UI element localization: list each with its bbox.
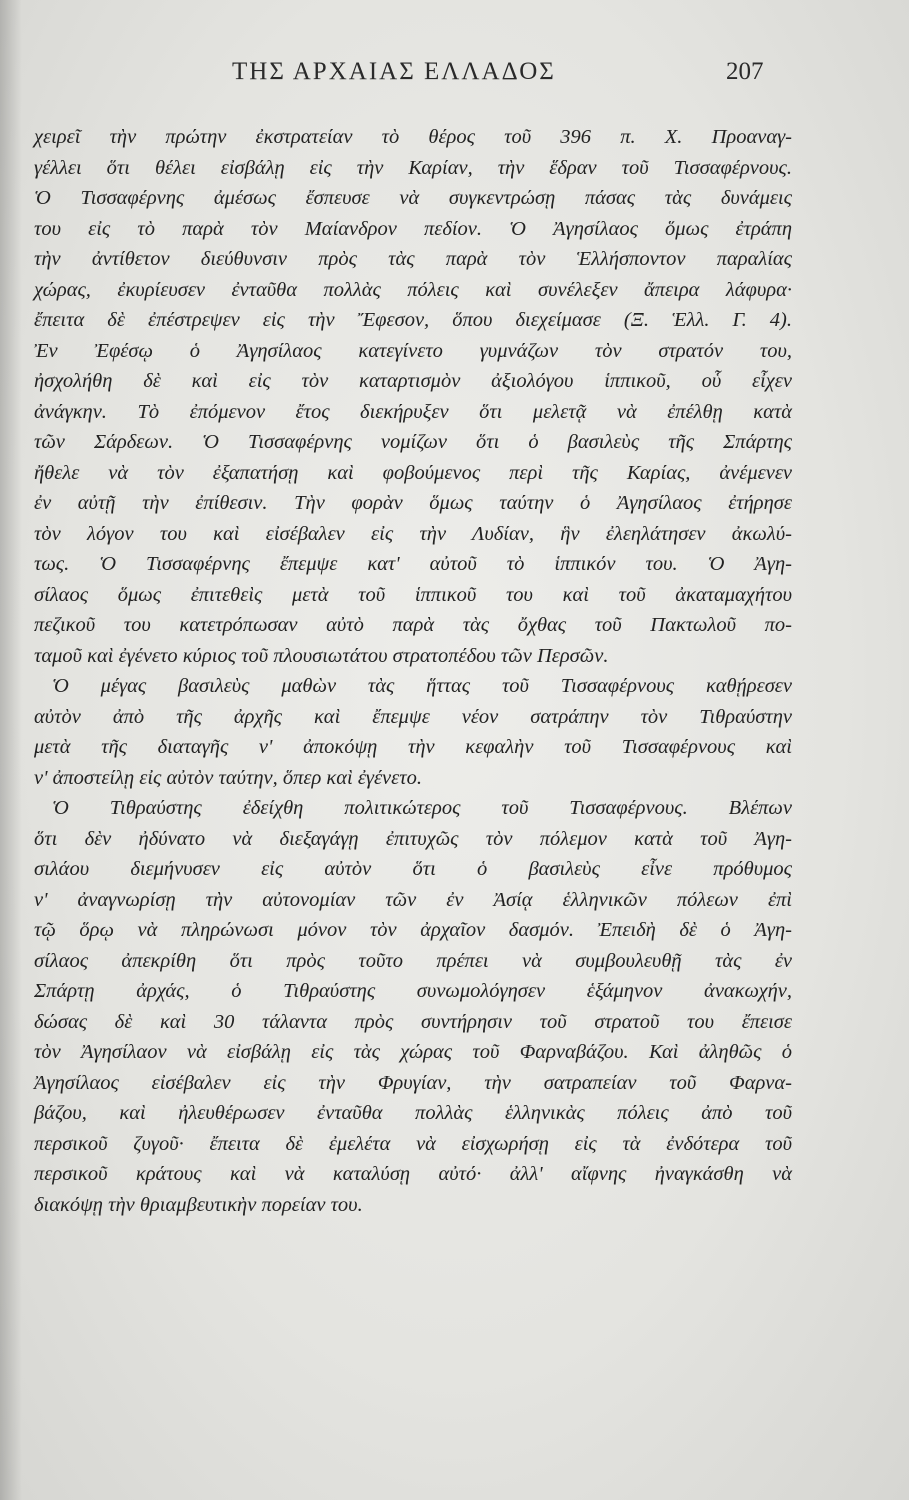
text-line: τὸν Ἀγησίλαον νὰ εἰσβάλῃ εἰς τὰς χώρας τοῦ Φαρναβάζου. Καὶ ἀληθῶς ὁ: [34, 1041, 792, 1063]
text-line: τως. Ὁ Τισσαφέρνης ἔπεμψε κατ' αὐτοῦ τὸ ἱππικόν του. Ὁ Ἀγη-: [34, 553, 792, 575]
text-line: χώρας, ἐκυρίευσεν ἐνταῦθα πολλὰς πόλεις καὶ συνέλεξεν ἄπειρα λάφυρα·: [34, 278, 792, 301]
text-line: ν' ἀποστείλῃ εἰς αὐτὸν ταύτην, ὅπερ καὶ ἐγένετο.: [34, 766, 422, 789]
text-line: τὴν ἀντίθετον διεύθυνσιν πρὸς τὰς παρὰ τὸν Ἑλλήσποντον παραλίας: [34, 248, 792, 270]
text-line: του εἰς τὸ παρὰ τὸν Μαίανδρον πεδίον. Ὁ Ἀγησίλαος ὅμως ἐτράπη: [34, 217, 792, 240]
text-line: βάζου, καὶ ἠλευθέρωσεν ἐνταῦθα πολλὰς ἑλληνικὰς πόλεις ἀπὸ τοῦ: [34, 1102, 792, 1124]
text-line: ἔπειτα δὲ ἐπέστρεψεν εἰς τὴν Ἔφεσον, ὅπου διεχείμασε (Ξ. Ἑλλ. Γ. 4).: [34, 309, 792, 331]
text-line: ν' ἀναγνωρίσῃ τὴν αὐτονομίαν τῶν ἐν Ἀσίᾳ ἑλληνικῶν πόλεων ἐπὶ: [34, 888, 792, 911]
text-line: περσικοῦ ζυγοῦ· ἔπειτα δὲ ἐμελέτα νὰ εἰσχωρήσῃ εἰς τὰ ἐνδότερα τοῦ: [34, 1132, 792, 1155]
body-text: [34, 122, 792, 1220]
text-line: πεζικοῦ του κατετρόπωσαν αὐτὸ παρὰ τὰς ὄχθας τοῦ Πακτωλοῦ πο-: [34, 614, 792, 636]
text-line: αὐτὸν ἀπὸ τῆς ἀρχῆς καὶ ἔπεμψε νέον σατράπην τὸν Τιθραύστην: [34, 705, 792, 728]
text-line: Ὁ Τιθραύστης ἐδείχθη πολιτικώτερος τοῦ Τισσαφέρνους. Βλέπων: [52, 797, 792, 819]
text-line: διακόψῃ τὴν θριαμβευτικὴν πορείαν του.: [34, 1193, 363, 1216]
text-line: Ἀγησίλαος εἰσέβαλεν εἰς τὴν Φρυγίαν, τὴν σατραπείαν τοῦ Φαρνα-: [34, 1071, 792, 1094]
text-line: Ὁ Τισσαφέρνης ἀμέσως ἔσπευσε νὰ συγκεντρώσῃ πάσας τὰς δυνάμεις: [34, 187, 792, 209]
text-line: τὸν λόγον του καὶ εἰσέβαλεν εἰς τὴν Λυδίαν, ἣν ἐλεηλάτησεν ἀκωλύ-: [34, 522, 792, 545]
text-line: ἐν αὐτῇ τὴν ἐπίθεσιν. Τὴν φορὰν ὅμως ταύτην ὁ Ἀγησίλαος ἐτήρησε: [34, 492, 792, 514]
text-line: ταμοῦ καὶ ἐγένετο κύριος τοῦ πλουσιωτάτου στρατοπέδου τῶν Περσῶν.: [34, 644, 609, 667]
text-line: χειρεῖ τὴν πρώτην ἐκστρατείαν τὸ θέρος τοῦ 396 π. Χ. Προαναγ-: [34, 126, 792, 148]
text-line: σιλάου διεμήνυσεν εἰς αὐτὸν ὅτι ὁ βασιλεὺς εἶνε πρόθυμος: [34, 858, 792, 880]
text-line: δώσας δὲ καὶ 30 τάλαντα πρὸς συντήρησιν τοῦ στρατοῦ του ἔπεισε: [34, 1010, 792, 1033]
text-line: σίλαος ὅμως ἐπιτεθεὶς μετὰ τοῦ ἱππικοῦ του καὶ τοῦ ἀκαταμαχήτου: [34, 583, 792, 606]
page-number: 207: [726, 58, 764, 85]
text-line: Ὁ μέγας βασιλεὺς μαθὼν τὰς ἥττας τοῦ Τισσαφέρνους καθῄρεσεν: [52, 675, 792, 697]
text-line: Ἐν Ἐφέσῳ ὁ Ἀγησίλαος κατεγίνετο γυμνάζων τὸν στρατόν του,: [34, 339, 792, 362]
text-line: σίλαος ἀπεκρίθη ὅτι πρὸς τοῦτο πρέπει νὰ συμβουλευθῇ τὰς ἐν: [34, 949, 792, 972]
text-line: περσικοῦ κράτους καὶ νὰ καταλύσῃ αὐτό· ἀλλ' αἴφνης ἠναγκάσθη νὰ: [34, 1163, 792, 1185]
text-line: ἀνάγκην. Τὸ ἐπόμενον ἔτος διεκήρυξεν ὅτι μελετᾷ νὰ ἐπέλθῃ κατὰ: [34, 400, 792, 423]
text-line: τῶν Σάρδεων. Ὁ Τισσαφέρνης νομίζων ὅτι ὁ βασιλεὺς τῆς Σπάρτης: [34, 431, 792, 453]
running-head: [0, 58, 909, 98]
text-line: ἤθελε νὰ τὸν ἐξαπατήσῃ καὶ φοβούμενος περὶ τῆς Καρίας, ἀνέμενεν: [34, 461, 792, 484]
text-line: μετὰ τῆς διαταγῆς ν' ἀποκόψῃ τὴν κεφαλὴν τοῦ Τισσαφέρνους καὶ: [34, 736, 792, 758]
running-head-title: ΤΗΣ ΑΡΧΑΙΑΣ ΕΛΛΑΔΟΣ: [232, 58, 556, 85]
text-line: ὅτι δὲν ἠδύνατο νὰ διεξαγάγῃ ἐπιτυχῶς τὸν πόλεμον κατὰ τοῦ Ἀγη-: [34, 827, 792, 850]
text-line: γέλλει ὅτι θέλει εἰσβάλῃ εἰς τὴν Καρίαν, τὴν ἕδραν τοῦ Τισσαφέρνους.: [34, 156, 792, 179]
spine-shadow: [0, 0, 22, 1500]
text-line: ἠσχολήθη δὲ καὶ εἰς τὸν καταρτισμὸν ἀξιολόγου ἱππικοῦ, οὗ εἶχεν: [34, 370, 792, 392]
text-line: Σπάρτῃ ἀρχάς, ὁ Τιθραύστης συνωμολόγησεν ἑξάμηνον ἀνακωχήν,: [34, 980, 792, 1002]
text-line: τῷ ὅρῳ νὰ πληρώνωσι μόνον τὸν ἀρχαῖον δασμόν. Ἐπειδὴ δὲ ὁ Ἀγη-: [34, 919, 792, 941]
